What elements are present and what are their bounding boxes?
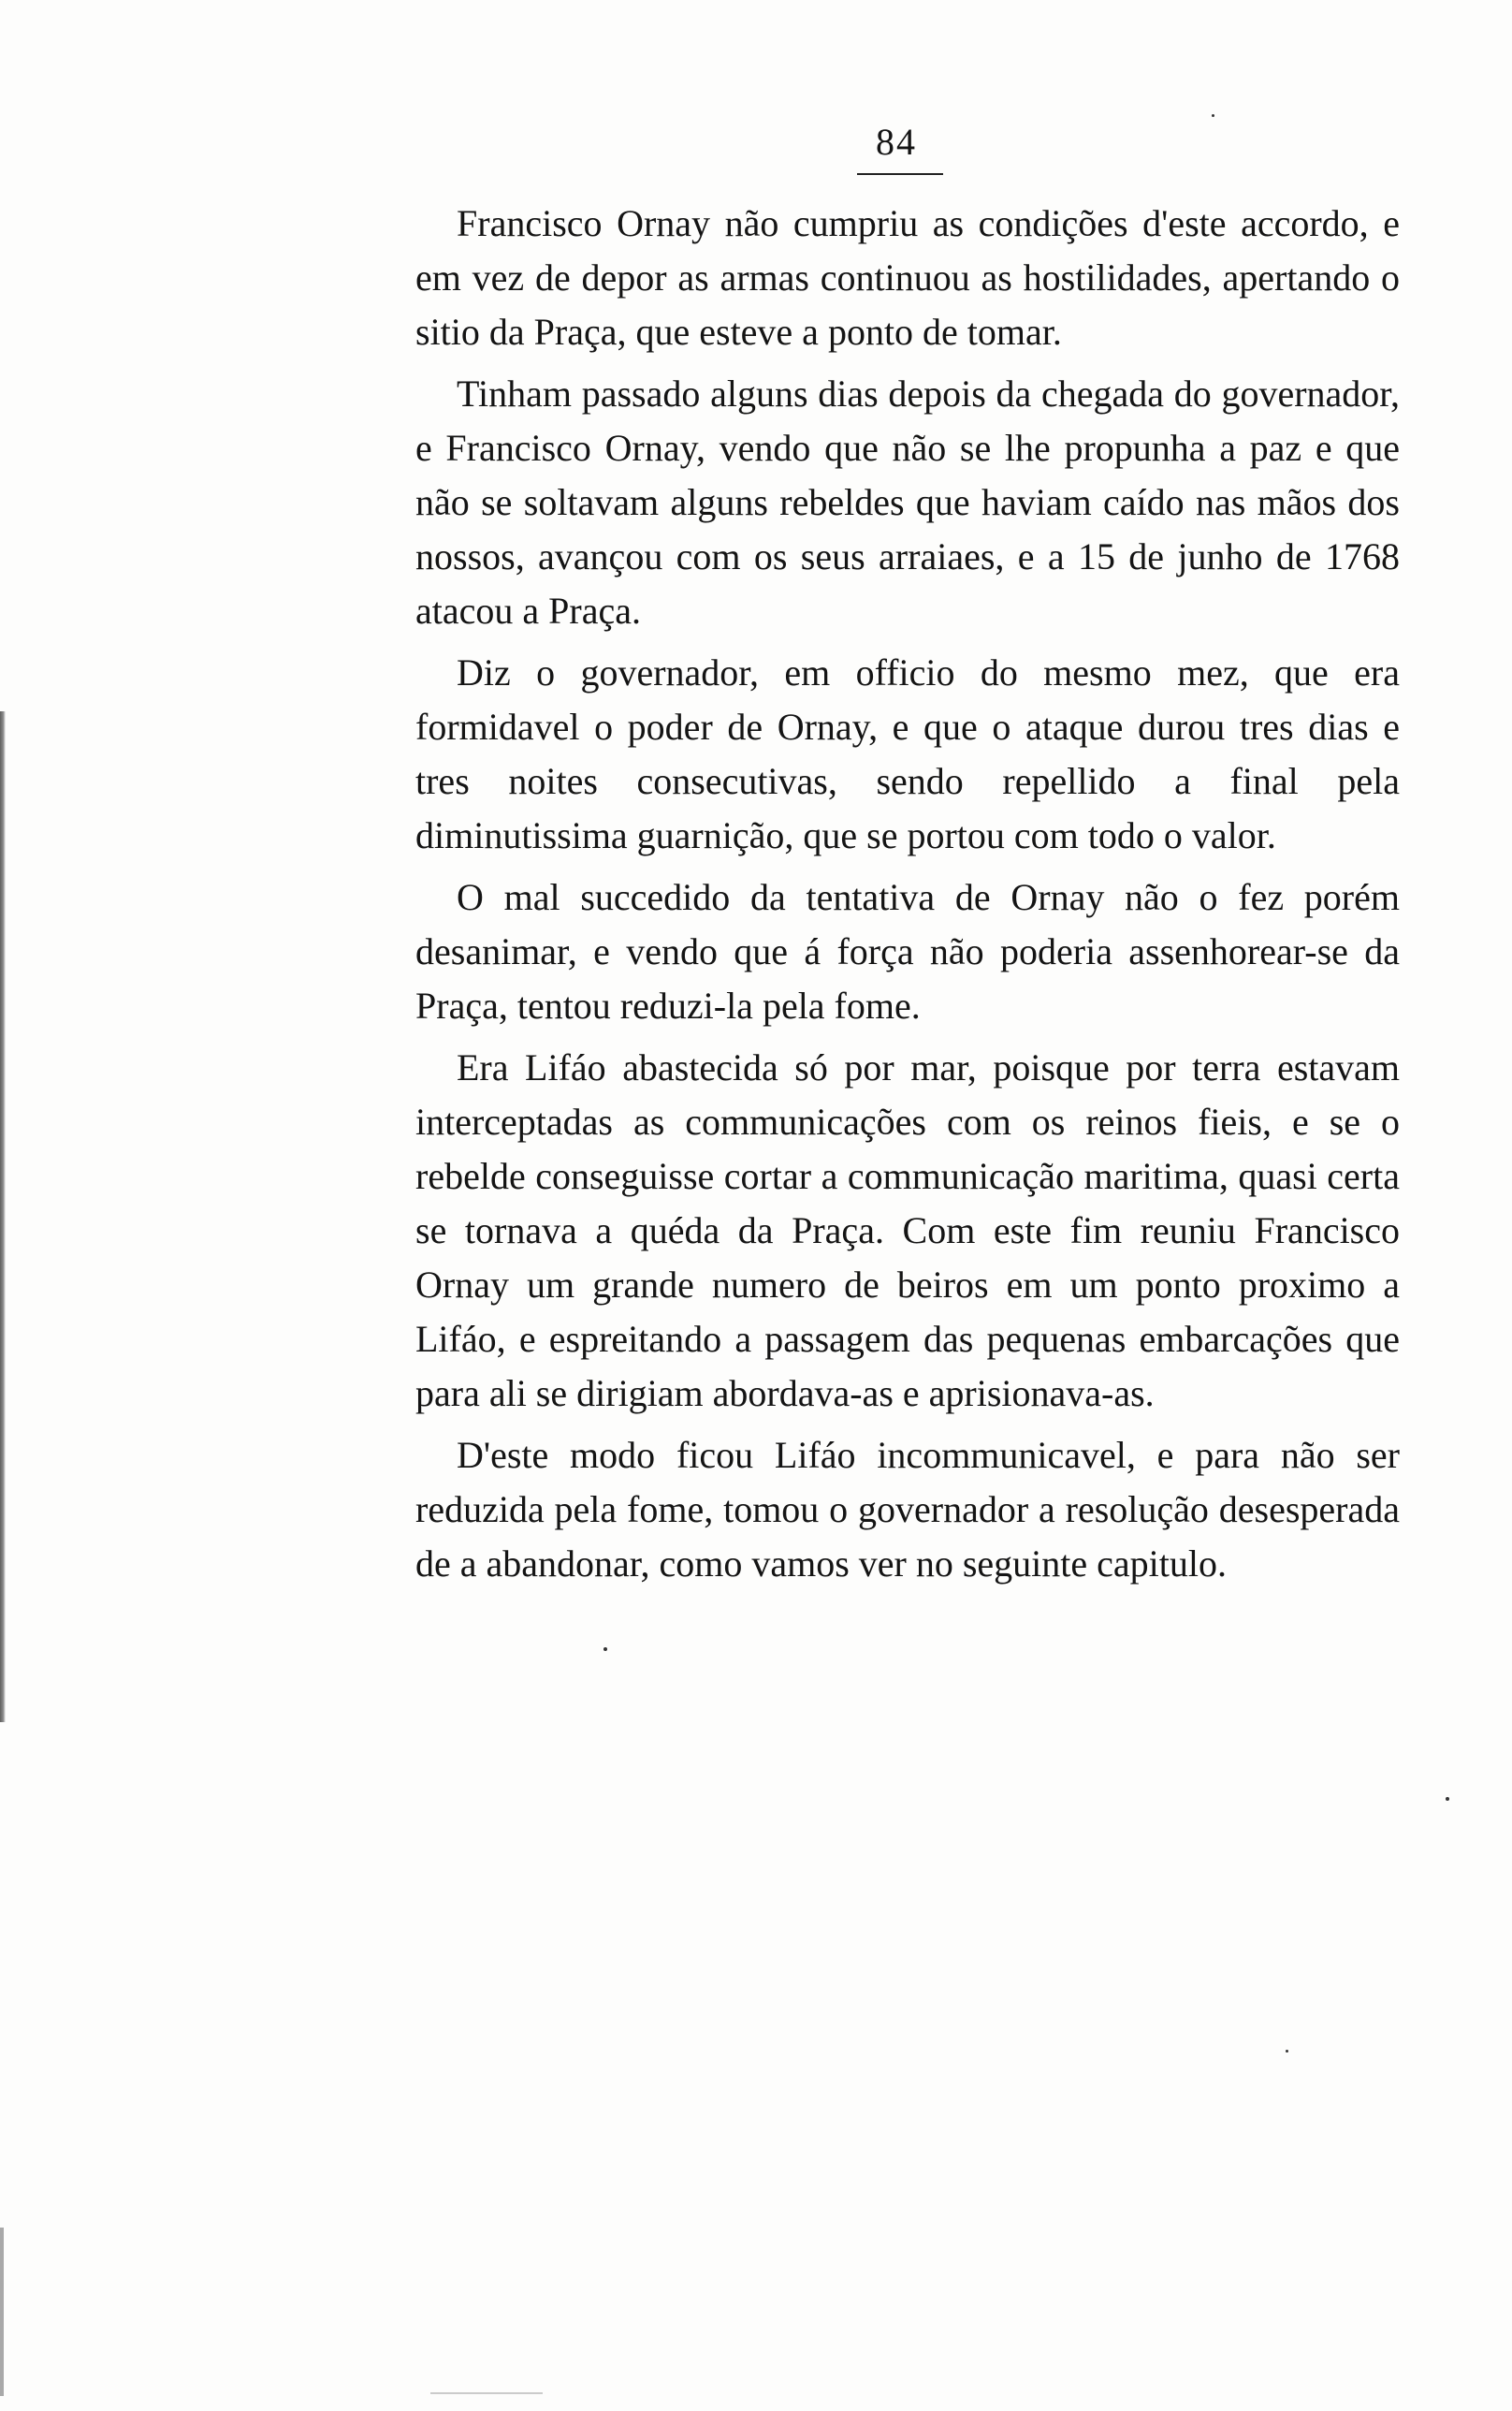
scan-artifact	[430, 2392, 543, 2394]
paragraph: Diz o governador, em officio do mesmo mez, que era formidavel o poder de Ornay, e que o ataque durou tres dias e tres noites consecutivas, sendo repellido a final pela diminutissima guarnição, que se portou com todo o valor.	[415, 651, 1400, 856]
speck	[1212, 114, 1214, 117]
speck	[1286, 2050, 1288, 2053]
paragraph: Tinham passado alguns dias depois da chegada do governador, e Francisco Ornay, vendo que não se lhe propunha a paz e que não se soltavam alguns rebeldes que haviam caído nas mãos dos nossos, avançou com os seus arraiaes, e a 15 de junho de 1768 atacou a Praça.	[415, 373, 1400, 632]
paragraph: Francisco Ornay não cumpriu as condições d'este accordo, e em vez de depor as armas continuou as hostilidades, apertando o sitio da Praça, que esteve a ponto de tomar.	[415, 202, 1400, 353]
paragraph: D'este modo ficou Lifáo incommunicavel, e para não ser reduzida pela fome, tomou o governador a resolução desesperada de a abandonar, como vamos ver no seguinte capitulo.	[415, 1434, 1400, 1585]
page-number: 84	[876, 121, 917, 163]
body-text	[415, 197, 1400, 1599]
paragraph: O mal succedido da tentativa de Ornay não o fez porém desanimar, e vendo que á força não poderia assenhorear-se da Praça, tentou reduzi-la pela fome.	[415, 876, 1400, 1027]
page-binding-edge	[0, 711, 6, 1722]
speck	[603, 1647, 607, 1651]
speck	[1446, 1797, 1449, 1801]
page-binding-edge-lower	[0, 2228, 4, 2396]
page-number-rule	[857, 173, 943, 175]
paragraph: Era Lifáo abastecida só por mar, poisque por terra estavam interceptadas as communicações com os reinos fieis, e se o rebelde conseguisse cortar a communicação maritima, quasi certa se tornava a quéda da Praça. Com este fim reuniu Francisco Ornay um grande numero de beiros em um ponto proximo a Lifáo, e espreitando a passagem das pequenas embarcações que para ali se dirigiam abordava-as e aprisionava-as.	[415, 1046, 1400, 1414]
